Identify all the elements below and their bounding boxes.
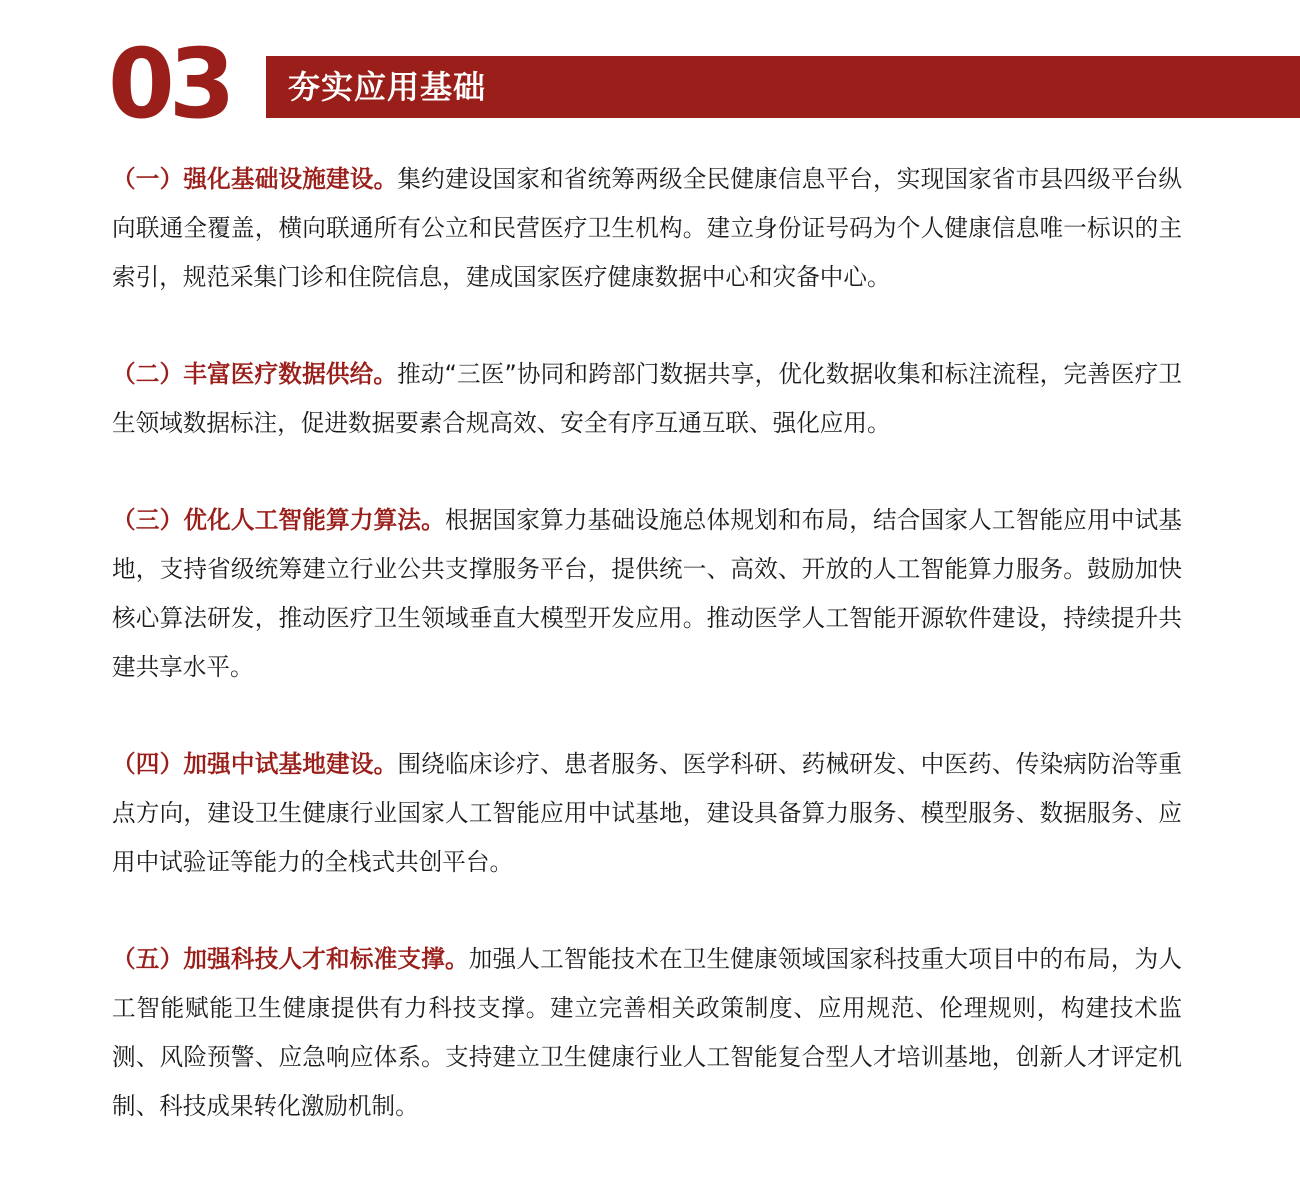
paragraph-text: 推动“三医”协同和跨部门数据共享，优化数据收集和标注流程，完善医疗卫生领域数据标注，促进数据要素合规高效、安全有序互通互联、强化应用。 [112, 360, 1182, 437]
paragraph-2 [112, 350, 1182, 448]
title-bar [266, 56, 1300, 118]
paragraph-text: 集约建设国家和省统筹两级全民健康信息平台，实现国家省市县四级平台纵向联通全覆盖，横向联通所有公立和民营医疗卫生机构。建立身份证号码为个人健康信息唯一标识的主索引，规范采集门诊和住院信息，建成国家医疗健康数据中心和灾备中心。 [112, 165, 1183, 291]
paragraph-4 [112, 740, 1182, 887]
paragraph-3 [112, 496, 1182, 692]
paragraph-heading: （二）丰富医疗数据供给。 [112, 360, 398, 388]
paragraph-heading: （三）优化人工智能算力算法。 [112, 506, 445, 534]
paragraph-heading: （四）加强中试基地建设。 [112, 750, 398, 778]
paragraph-5 [112, 935, 1182, 1131]
paragraph-heading: （五）加强科技人才和标准支撑。 [112, 945, 469, 973]
paragraph-1 [112, 155, 1182, 302]
content-body [112, 155, 1182, 1179]
section-header [0, 0, 1300, 140]
paragraph-heading: （一）强化基础设施建设。 [112, 165, 398, 193]
section-number: 03 [108, 28, 230, 140]
paragraph-text: 加强人工智能技术在卫生健康领域国家科技重大项目中的布局，为人工智能赋能卫生健康提供有力科技支撑。建立完善相关政策制度、应用规范、伦理规则，构建技术监测、风险预警、应急响应体系。支持建立卫生健康行业人工智能复合型人才培训基地，创新人才评定机制、科技成果转化激励机制。 [112, 945, 1183, 1120]
paragraph-text: 根据国家算力基础设施总体规划和布局，结合国家人工智能应用中试基地，支持省级统筹建立行业公共支撑服务平台，提供统一、高效、开放的人工智能算力服务。鼓励加快核心算法研发，推动医疗卫生领域垂直大模型开发应用。推动医学人工智能开源软件建设，持续提升共建共享水平。 [112, 506, 1183, 681]
paragraph-text: 围绕临床诊疗、患者服务、医学科研、药械研发、中医药、传染病防治等重点方向，建设卫生健康行业国家人工智能应用中试基地，建设具备算力服务、模型服务、数据服务、应用中试验证等能力的全栈式共创平台。 [112, 750, 1183, 876]
section-title: 夯实应用基础 [288, 68, 487, 106]
